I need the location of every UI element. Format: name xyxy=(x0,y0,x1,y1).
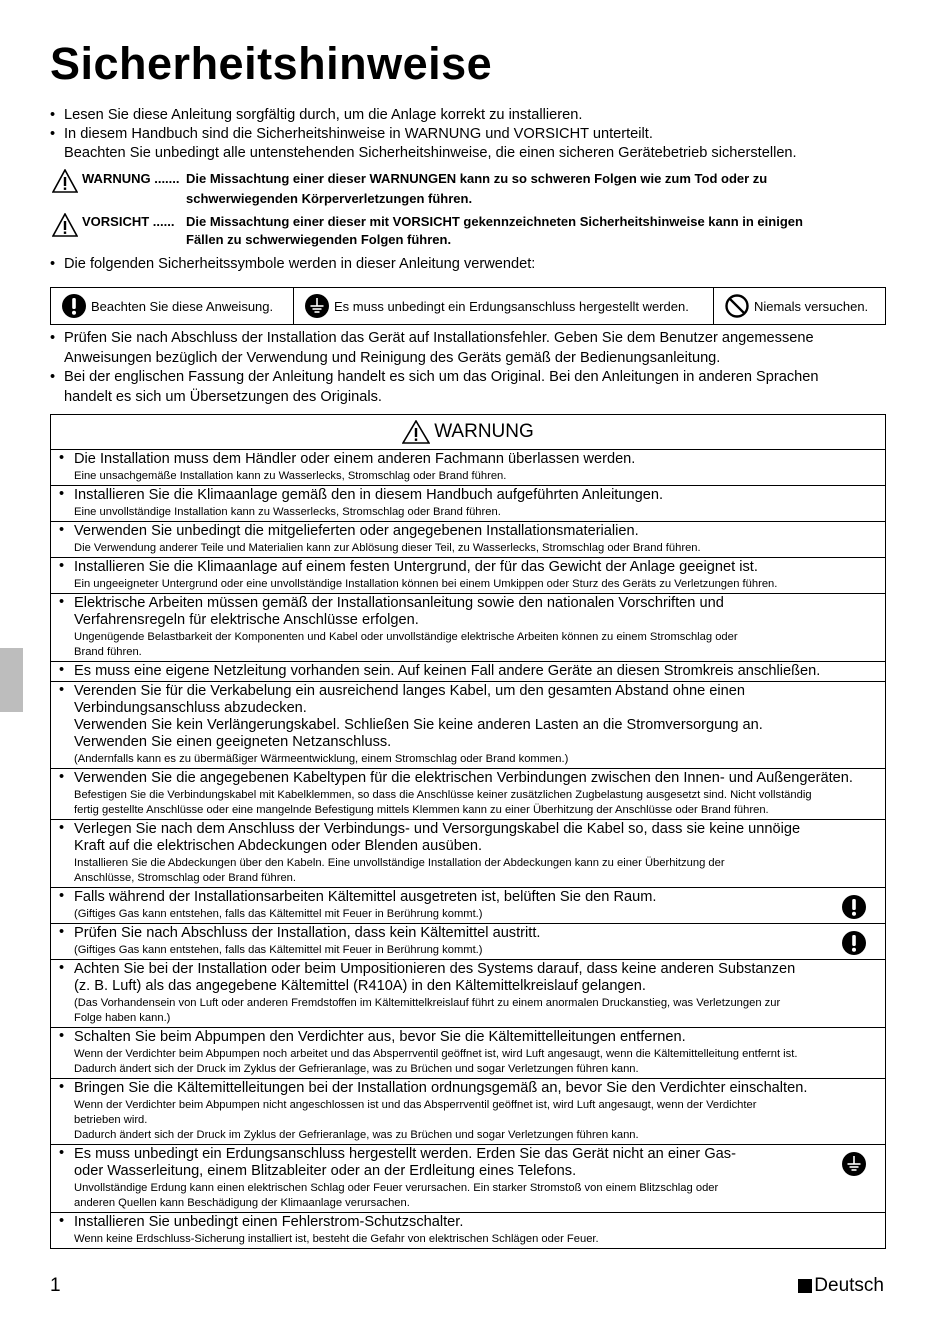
symbol-label: Es muss unbedingt ein Erdungsanschluss hergestellt werden. xyxy=(334,298,689,314)
post-install-notes xyxy=(50,329,890,407)
page-title: Sicherheitshinweise xyxy=(50,38,493,89)
warning-main-text xyxy=(74,1080,877,1097)
warning-detail-text xyxy=(74,505,877,520)
warning-detail-text xyxy=(74,1047,877,1077)
warning-detail-text xyxy=(74,1181,839,1211)
warning-main-line: • Falls während der Installationsarbeiten Kältemittel ausgetreten ist, belüften Sie den Raum. xyxy=(74,889,657,905)
warning-main-line: • Verwenden Sie unbedingt die mitgelieferten oder angegebenen Installationsmaterialien. xyxy=(74,523,639,539)
symbols-legend xyxy=(50,287,886,325)
note-line: Anweisungen bezüglich der Verwendung und Reinigung des Geräts gemäß der Bedienungsanleitung. xyxy=(64,349,721,366)
warning-main-text xyxy=(74,770,877,787)
warning-triangle-icon xyxy=(52,169,78,193)
definition-line: Fällen zu schwerwiegenden Folgen führen. xyxy=(186,232,452,247)
warning-row xyxy=(51,1213,885,1248)
intro-bullet-line: • In diesem Handbuch sind die Sicherheitshinweise in WARNUNG und VORSICHT unterteilt. xyxy=(64,126,653,142)
warning-detail-line: Folge haben kann.) xyxy=(74,1012,171,1024)
warning-detail-line: Wenn der Verdichter beim Abpumpen nicht angeschlossen ist und das Absperrventil geöffnet ist, wird Luft angesaugt, wenn der Verdichter xyxy=(74,1099,757,1111)
definition-term: WARNUNG ....... xyxy=(82,171,180,186)
warning-detail-text xyxy=(74,1232,877,1247)
warning-detail-line: Eine unvollständige Installation kann zu Wasserlecks, Stromschlag oder Brand führen. xyxy=(74,506,501,518)
definition-line: schwerwiegenden Körperverletzungen führen. xyxy=(186,191,473,206)
definition-description xyxy=(186,169,890,209)
warning-row xyxy=(51,924,885,960)
exclamation-circle-icon xyxy=(61,293,87,319)
symbols-intro xyxy=(50,255,890,274)
ground-icon xyxy=(304,293,330,319)
note-line: • Bei der englischen Fassung der Anleitung handelt es sich um das Original. Bei den Anleitungen in anderen Sprachen xyxy=(64,369,819,385)
warning-detail-text xyxy=(74,577,877,592)
warning-detail-text xyxy=(74,856,877,886)
warning-main-line: • Es muss unbedingt ein Erdungsanschluss hergestellt werden. Erden Sie das Gerät nicht an einer Gas- xyxy=(74,1146,736,1162)
warning-main-line: • Bringen Sie die Kältemittelleitungen bei der Installation ordnungsgemäß an, bevor Sie den Verdichter einschalten. xyxy=(74,1080,808,1096)
language-label xyxy=(798,1275,884,1297)
warning-detail-line: (Giftiges Gas kann entstehen, falls das Kältemittel mit Feuer in Berührung kommt.) xyxy=(74,944,483,956)
warning-detail-line: Befestigen Sie die Verbindungskabel mit Kabelklemmen, so dass die Anschlüsse keiner zusätzlichen Zugbelastung ausgesetzt sind. Nicht vollständig xyxy=(74,789,812,801)
prohibited-icon xyxy=(724,293,750,319)
warning-row xyxy=(51,888,885,924)
warning-detail-line: Ein ungeeigneter Untergrund oder eine unvollständige Installation können bei einem Umkippen oder Sturz des Geräts zu Verletzungen führen. xyxy=(74,578,778,590)
warning-detail-text xyxy=(74,788,877,818)
warning-detail-line: Wenn der Verdichter beim Abpumpen noch arbeitet und das Absperrventil geöffnet ist, wird Luft angesaugt, wenn die Kältemittelleitung entfernt ist. xyxy=(74,1048,798,1060)
warning-detail-text xyxy=(74,630,877,660)
warning-main-line: • Installieren Sie die Klimaanlage gemäß den in diesem Handbuch aufgeführten Anleitungen. xyxy=(74,487,664,503)
definition-warnung xyxy=(50,169,890,209)
warning-detail-text xyxy=(74,541,877,556)
warning-detail-line: Installieren Sie die Abdeckungen über den Kabeln. Eine unvollständige Installation der Abdeckungen kann zu einer Überhitzung der xyxy=(74,857,725,869)
warning-detail-text xyxy=(74,943,839,958)
warning-main-line: • Schalten Sie beim Abpumpen den Verdichter aus, bevor Sie die Kältemittelleitungen entfernen. xyxy=(74,1029,686,1045)
warning-row xyxy=(51,522,885,558)
symbol-cell xyxy=(714,288,885,324)
warning-main-text xyxy=(74,1146,839,1180)
warning-main-line: • Installieren Sie unbedingt einen Fehlerstrom-Schutzschalter. xyxy=(74,1214,464,1230)
warning-main-text xyxy=(74,487,877,504)
warning-main-line: • Verenden Sie für die Verkabelung ein ausreichend langes Kabel, um den gesamten Abstand ohne einen xyxy=(74,683,745,699)
symbol-label: Beachten Sie diese Anweisung. xyxy=(91,298,274,314)
definition-line: Die Missachtung einer dieser mit VORSICHT gekennzeichneten Sicherheitshinweise kann in einigen xyxy=(186,214,803,229)
warning-main-text xyxy=(74,889,839,906)
warning-main-line: • Prüfen Sie nach Abschluss der Installation, dass kein Kältemittel austritt. xyxy=(74,925,541,941)
warning-main-text xyxy=(74,683,877,751)
note-line: handelt es sich um Übersetzungen des Originals. xyxy=(64,388,382,405)
side-tab-marker xyxy=(0,648,23,712)
warning-main-line: • Verwenden Sie die angegebenen Kabeltypen für die elektrischen Verbindungen zwischen den Innen- und Außengeräten. xyxy=(74,770,853,786)
warning-row xyxy=(51,1145,885,1213)
symbol-cell xyxy=(294,288,714,324)
warning-main-line: (z. B. Luft) als das angegebene Kältemittel (R410A) in den Kältemittelkreislauf gelangen. xyxy=(74,978,646,994)
warning-triangle-icon xyxy=(52,213,78,237)
warning-row xyxy=(51,1079,885,1145)
warning-rows xyxy=(51,450,885,1248)
symbol-cell xyxy=(51,288,294,324)
warning-main-line: • Elektrische Arbeiten müssen gemäß der Installationsanleitung sowie den nationalen Vorschriften und xyxy=(74,595,724,611)
warning-detail-line: Anschlüsse, Stromschlag oder Brand führen. xyxy=(74,872,297,884)
symbols-intro-text: Die folgenden Sicherheitssymbole werden in dieser Anleitung verwendet: xyxy=(64,256,536,272)
warning-row xyxy=(51,450,885,486)
warning-detail-line: Brand führen. xyxy=(74,646,142,658)
warning-main-line: • Es muss eine eigene Netzleitung vorhanden sein. Auf keinen Fall andere Geräte an diesen Stromkreis anschließen. xyxy=(74,663,821,679)
warning-main-text xyxy=(74,559,877,576)
warning-detail-line: (Giftiges Gas kann entstehen, falls das Kältemittel mit Feuer in Berührung kommt.) xyxy=(74,908,483,920)
note-bullet xyxy=(50,329,890,368)
warning-main-line: • Achten Sie bei der Installation oder beim Umpositionieren des Systems darauf, dass keine anderen Substanzen xyxy=(74,961,796,977)
warning-detail-line: (Das Vorhandensein von Luft oder anderen Fremdstoffen im Kältemittelkreislauf führt zu einem anormalen Druckanstieg, was Verletzungen zur xyxy=(74,997,781,1009)
warning-table-header xyxy=(51,415,885,450)
warning-main-line: Verbindungsanschluss abzudecken. xyxy=(74,700,307,716)
intro-bullet xyxy=(50,106,890,125)
intro-bullet xyxy=(50,125,890,163)
definition-vorsicht xyxy=(50,213,890,249)
warning-detail-text xyxy=(74,1098,877,1143)
warning-detail-line: Die Verwendung anderer Teile und Materialien kann zur Ablösung dieser Teil, zu Wasserlecks, Stromschlag oder Brand führen. xyxy=(74,542,701,554)
warning-main-text xyxy=(74,1214,877,1231)
intro-section xyxy=(50,106,890,274)
warning-detail-line: (Andernfalls kann es zu übermäßiger Wärmeentwicklung, einem Stromschlag oder Brand kommen.) xyxy=(74,753,569,765)
warning-row xyxy=(51,960,885,1028)
definition-line: Die Missachtung einer dieser WARNUNGEN kann zu so schweren Folgen wie zum Tod oder zu xyxy=(186,171,768,186)
warning-detail-line: Dadurch ändert sich der Druck im Zyklus der Gefrieranlage, was zu Brüchen und sogar Verletzungen führen kann. xyxy=(74,1129,639,1141)
exclamation-circle-icon xyxy=(841,894,867,925)
ground-icon xyxy=(841,1151,867,1182)
warning-detail-line: Dadurch ändert sich der Druck im Zyklus der Gefrieranlage, was zu Brüchen und sogar Verletzungen führen kann. xyxy=(74,1063,639,1075)
warning-detail-line: Ungenügende Belastbarkeit der Komponenten und Kabel oder unvollständige elektrische Arbeiten können zu einem Stromschlag oder xyxy=(74,631,738,643)
warning-main-line: oder Wasserleitung, einem Blitzableiter oder an der Erdleitung eines Telefons. xyxy=(74,1163,577,1179)
warning-main-line: Verwenden Sie kein Verlängerungskabel. Schließen Sie keine anderen Lasten an die Stromversorgung an. xyxy=(74,717,763,733)
warning-main-text xyxy=(74,451,877,468)
warning-detail-line: Wenn keine Erdschluss-Sicherung installiert ist, besteht die Gefahr von elektrischen Schlägen oder Feuer. xyxy=(74,1233,599,1245)
warning-heading: WARNUNG xyxy=(434,421,534,442)
definition-description xyxy=(186,213,890,249)
warning-detail-line: fertig gestellte Anschlüsse oder eine mangelnde Befestigung mittels Klemmen kann zu einer Überhitzung der Anschlüsse oder Brand führen. xyxy=(74,804,769,816)
warning-row xyxy=(51,820,885,888)
warning-row xyxy=(51,1028,885,1079)
warning-detail-line: Eine unsachgemäße Installation kann zu Wasserlecks, Stromschlag oder Brand führen. xyxy=(74,470,507,482)
warning-main-text xyxy=(74,1029,877,1046)
warning-main-line: • Die Installation muss dem Händler oder einem anderen Fachmann überlassen werden. xyxy=(74,451,636,467)
warning-row xyxy=(51,682,885,769)
warning-detail-line: anderen Quellen kann Beschädigung der Klimaanlage verursachen. xyxy=(74,1197,410,1209)
warning-main-text xyxy=(74,663,877,680)
warning-main-line: Kraft auf die elektrischen Abdeckungen oder Blenden ausüben. xyxy=(74,838,483,854)
warning-row xyxy=(51,558,885,594)
warning-detail-text xyxy=(74,907,839,922)
definition-term: VORSICHT ...... xyxy=(82,214,175,229)
warning-main-text xyxy=(74,821,877,855)
symbol-label: Niemals versuchen. xyxy=(754,298,869,314)
warning-main-text xyxy=(74,523,877,540)
warning-triangle-icon xyxy=(402,420,430,444)
warning-main-text xyxy=(74,925,839,942)
warning-main-line: • Verlegen Sie nach dem Anschluss der Verbindungs- und Versorgungskabel die Kabel so, dass sie keine unnöige xyxy=(74,821,801,837)
intro-bullet-line: Lesen Sie diese Anleitung sorgfältig durch, um die Anlage korrekt zu installieren. xyxy=(64,107,583,123)
page-number: 1 xyxy=(50,1275,61,1296)
language-square-icon xyxy=(798,1279,812,1293)
intro-bullet-line: Beachten Sie unbedingt alle untenstehenden Sicherheitshinweise, die einen sicheren Gerätebetrieb sicherstellen. xyxy=(64,145,797,161)
warning-row xyxy=(51,662,885,682)
language-text: Deutsch xyxy=(814,1275,884,1296)
exclamation-circle-icon xyxy=(841,930,867,961)
warning-table xyxy=(50,414,886,1249)
warning-main-line: Verwenden Sie einen geeigneten Netzanschluss. xyxy=(74,734,392,750)
warning-main-line: • Installieren Sie die Klimaanlage auf einem festen Untergrund, der für das Gewicht der Anlage geeignet ist. xyxy=(74,559,758,575)
note-line: • Prüfen Sie nach Abschluss der Installation das Gerät auf Installationsfehler. Geben Sie dem Benutzer angemessene xyxy=(64,330,814,346)
warning-detail-text xyxy=(74,996,877,1026)
note-bullet xyxy=(50,368,890,407)
warning-detail-text xyxy=(74,752,877,767)
warning-main-text xyxy=(74,595,877,629)
warning-detail-line: betrieben wird. xyxy=(74,1114,148,1126)
warning-main-text xyxy=(74,961,877,995)
warning-detail-text xyxy=(74,469,877,484)
warning-row xyxy=(51,486,885,522)
warning-row xyxy=(51,769,885,820)
warning-main-line: Verfahrensregeln für elektrische Anschlüsse erfolgen. xyxy=(74,612,419,628)
warning-row xyxy=(51,594,885,662)
warning-detail-line: Unvollständige Erdung kann einen elektrischen Schlag oder Feuer verursachen. Ein starker Stromstoß von einem Blitzschlag oder xyxy=(74,1182,719,1194)
